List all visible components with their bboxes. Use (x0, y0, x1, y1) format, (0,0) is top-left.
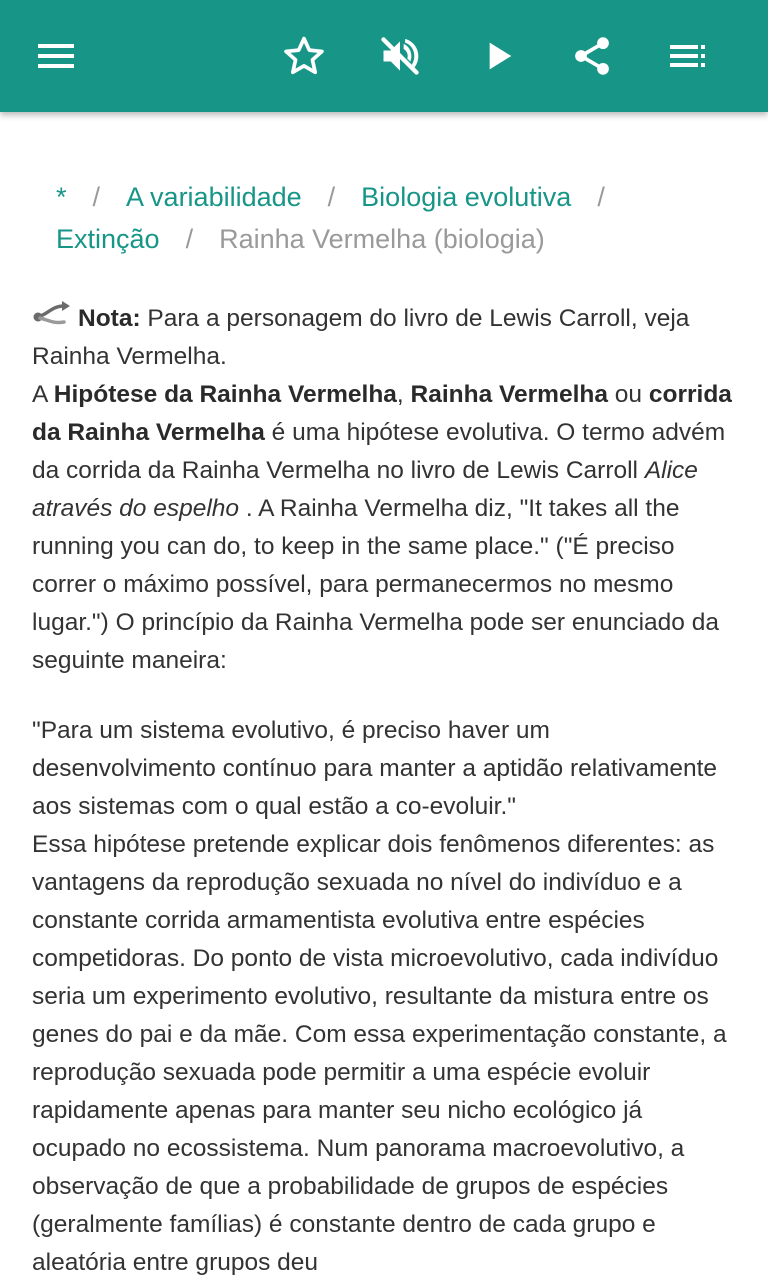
intro-bold-term: Rainha Vermelha (410, 381, 608, 408)
breadcrumb (56, 176, 736, 260)
quote-paragraph (32, 712, 738, 826)
intro-text: ou (608, 381, 649, 408)
breadcrumb-item-variabilidade[interactable]: A variabilidade (126, 182, 302, 212)
intro-book-title: Alice através do espelho (32, 457, 698, 522)
share-icon (570, 34, 614, 78)
intro-text: , (396, 381, 411, 408)
intro-text: é uma hipótese evolutiva. O termo advém da corrida da Rainha Vermelha no livro de Lewis Carroll (32, 419, 726, 484)
breadcrumb-item-root[interactable]: * (56, 182, 67, 212)
play-button[interactable] (470, 28, 526, 84)
article-body (32, 300, 738, 1280)
contents-button[interactable] (660, 28, 716, 84)
breadcrumb-separator: / (597, 182, 605, 212)
breadcrumb-item-biologia-evolutiva[interactable]: Biologia evolutiva (361, 182, 572, 212)
play-icon (478, 36, 518, 76)
breadcrumb-current: Rainha Vermelha (biologia) (219, 224, 545, 254)
breadcrumb-separator: / (185, 224, 194, 254)
note-paragraph (32, 300, 738, 376)
article-content (0, 112, 768, 1280)
note-text: Para a personagem do livro de Lewis Carroll, veja Rainha Vermelha. (32, 305, 690, 370)
intro-text: A (32, 381, 54, 408)
breadcrumb-item-extincao[interactable]: Extinção (56, 224, 160, 254)
intro-bold-term: corrida da Rainha Vermelha (32, 381, 732, 446)
note-label: Nota: (78, 305, 141, 332)
body-paragraph (32, 826, 738, 1280)
app-toolbar (0, 0, 768, 112)
volume-off-icon (378, 34, 422, 78)
playlist-icon (668, 36, 708, 76)
intro-bold-term: Hipótese da Rainha Vermelha (53, 381, 397, 408)
breadcrumb-separator: / (327, 182, 336, 212)
intro-text: . A Rainha Vermelha diz, "It takes all the running you can do, to keep in the same place." ("É preciso correr o máximo possível, para permanecermos no mesmo lugar.") O princípio da Rainha Vermelha pode ser enunciado da seguinte maneira: (32, 495, 719, 674)
body-text: Essa hipótese pretende explicar dois fenômenos diferentes: as vantagens da reprodução sexuada no nível do indivíduo e a constante corrida armamentista evolutiva entre espécies competidoras. Do ponto de vista microevolutivo, cada indivíduo seria um experimento evolutivo, resultante da mistura entre os genes do pai e da mãe. Com essa experimentação constante, a reprodução sexuada pode permitir a uma espécie evoluir rapidamente apenas para manter seu nicho ecológico já ocupado no ecossistema. Num panorama macroevolutivo, a observação de que a probabilidade de grupos de espécies (geralmente famílias) é constante dentro de cada grupo e aleatória entre grupos deu (32, 831, 727, 1276)
disambiguation-arrow-icon (32, 300, 72, 328)
share-button[interactable] (564, 28, 620, 84)
hamburger-menu-icon (36, 36, 76, 76)
star-outline-icon (282, 34, 326, 78)
mute-button[interactable] (372, 28, 428, 84)
menu-button[interactable] (28, 28, 84, 84)
favorite-button[interactable] (276, 28, 332, 84)
intro-paragraph (32, 376, 738, 680)
breadcrumb-separator: / (92, 182, 101, 212)
quote-text: "Para um sistema evolutivo, é preciso haver um desenvolvimento contínuo para manter a aptidão relativamente aos sistemas com o qual estão a co-evoluir." (32, 717, 718, 820)
